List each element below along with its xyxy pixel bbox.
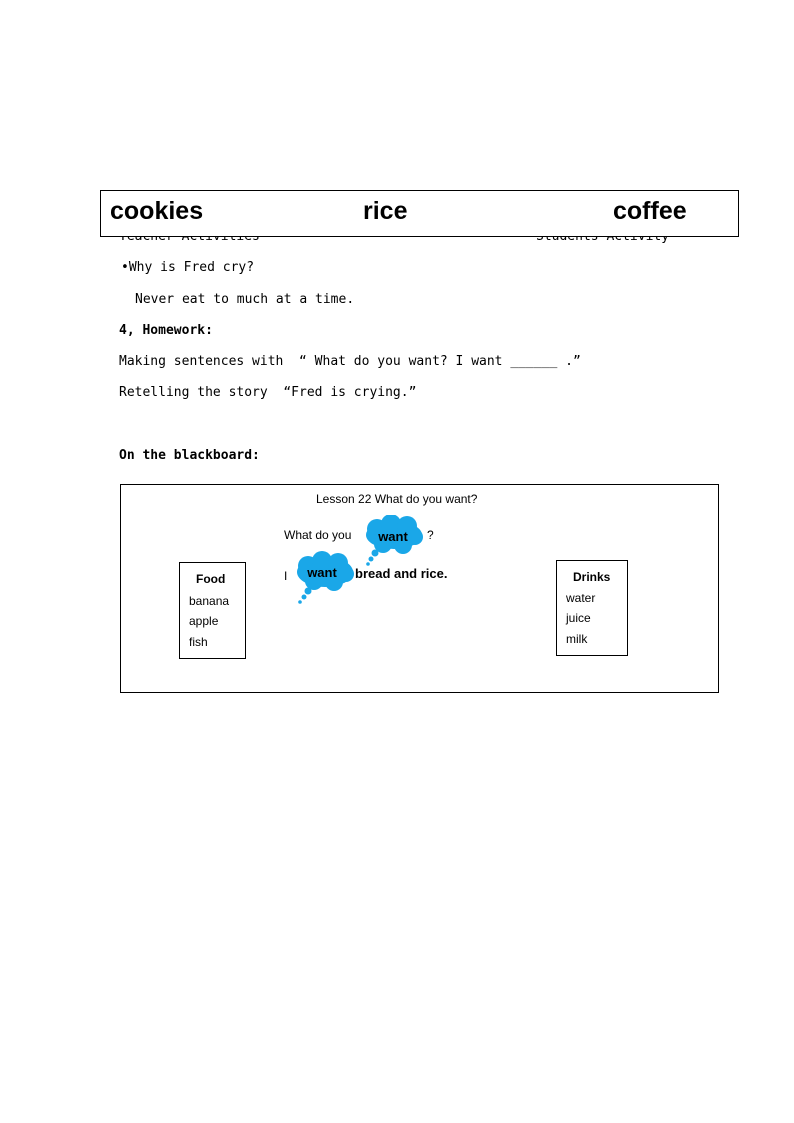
food-item: apple (189, 614, 219, 628)
homework-line-2: Retelling the story “Fred is crying.” (119, 385, 417, 400)
want-bubble-2 (294, 551, 356, 609)
word-rice: rice (363, 197, 408, 225)
vocabulary-word-box (100, 190, 739, 237)
word-coffee: coffee (613, 197, 687, 225)
answer-end: bread and rice. (355, 566, 448, 581)
bullet-item (121, 260, 254, 275)
question-end: ? (427, 528, 434, 542)
bullet-question: Why is Fred cry? (128, 260, 255, 275)
bubble-word-2: want (307, 565, 337, 580)
food-box (179, 562, 246, 659)
drink-item: water (566, 591, 596, 605)
lesson-title: Lesson 22 What do you want? (316, 492, 478, 506)
homework-line-1: Making sentences with “ What do you want? I want ______ .” (119, 354, 581, 369)
drink-item: juice (566, 611, 591, 625)
homework-heading: 4, Homework: (119, 323, 213, 338)
bubble-word-1: want (378, 529, 408, 544)
answer-start: I (284, 569, 288, 583)
blackboard-heading: On the blackboard: (119, 448, 260, 463)
blackboard-frame (120, 484, 719, 693)
word-cookies: cookies (110, 197, 204, 225)
food-item: banana (189, 594, 230, 608)
bullet-icon: • (121, 260, 129, 275)
food-title: Food (196, 572, 226, 586)
question-start: What do you (284, 528, 352, 542)
food-item: fish (189, 635, 208, 649)
drink-item: milk (566, 632, 588, 646)
drinks-box (556, 560, 628, 656)
drinks-title: Drinks (573, 570, 611, 584)
advice-text: Never eat to much at a time. (135, 292, 355, 307)
